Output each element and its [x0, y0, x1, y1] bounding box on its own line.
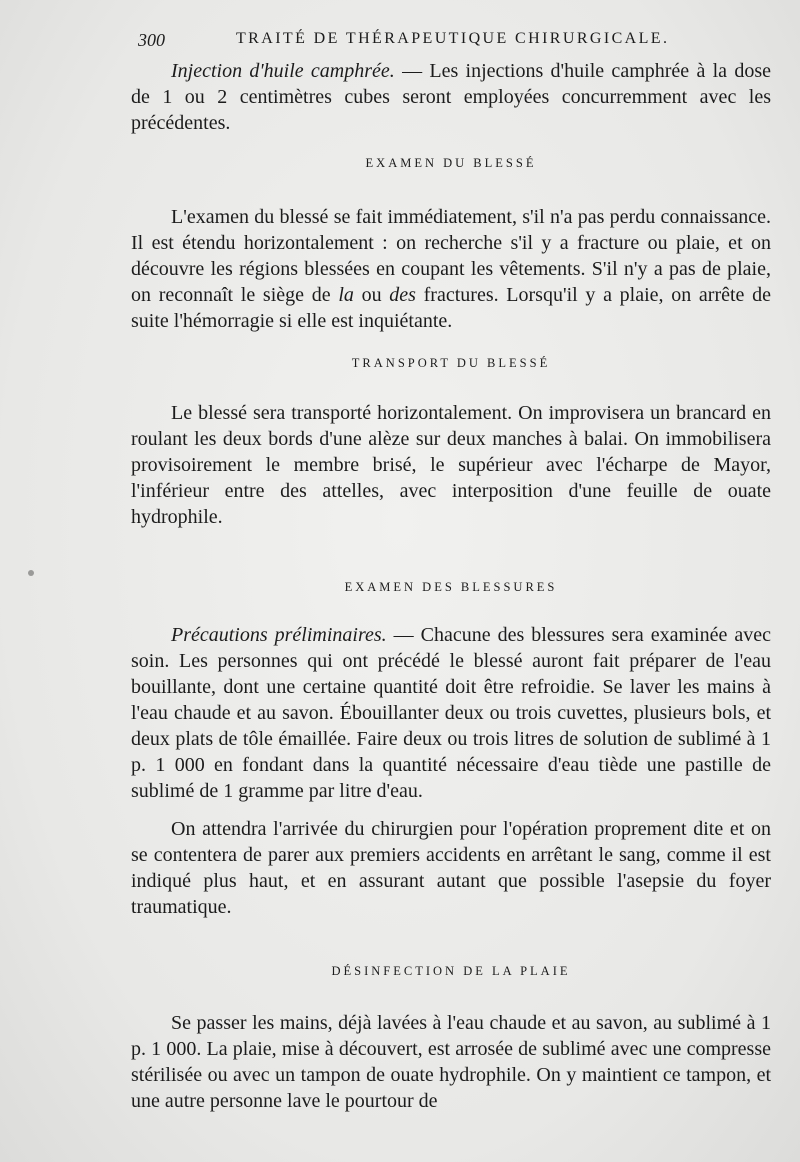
paragraph-lead: Précautions préliminaires. [171, 624, 387, 646]
running-title: TRAITÉ DE THÉRAPEUTIQUE CHIRURGICALE. [236, 30, 670, 47]
paragraph-text: fractures. Lorsqu'il y a plaie, on arrête de suite l'hémorragie si elle est inquiétante. [131, 284, 772, 332]
paragraph-text: — Les injections d'huile camphrée à la dose de 1 ou 2 centimètres cubes seront employées concurremment avec les précédentes. [131, 60, 771, 134]
paragraph-injection [131, 58, 771, 136]
italic-word: des [389, 284, 416, 306]
paragraph-chirurgien: On attendra l'arrivée du chirurgien pour l'opération proprement dite et on se contentera de parer aux premiers accidents en arrêtant le sang, comme il est indiqué plus haut, et en assurant autant que possible l'asepsie du foyer traumatique. [131, 818, 771, 918]
section-heading-examen-blessures: EXAMEN DES BLESSURES [344, 580, 558, 594]
section-heading-examen-blesse: EXAMEN DU BLESSÉ [365, 156, 537, 170]
paragraph-transport: Le blessé sera transporté horizontalement. On improvisera un brancard en roulant les deux bords d'une alèze sur deux manches à balai. On immobilisera provisoirement le membre brisé, le supérieur avec l'écharpe de Mayor, l'inférieur entre des attelles, avec interposition d'une feuille de ouate hydrophile. [131, 402, 771, 528]
paragraph-desinfection: Se passer les mains, déjà lavées à l'eau chaude et au savon, au sublimé à 1 p. 1 000. La plaie, mise à découvert, est arrosée de sublimé avec une compresse stérilisée ou avec un tampon de ouate hydrophile. On y maintient ce tampon, et une autre personne lave le pourtour de [131, 1012, 771, 1112]
paragraph-precautions [131, 622, 771, 804]
section-heading-desinfection: DÉSINFECTION DE LA PLAIE [331, 964, 571, 978]
paragraph-text: ou [353, 284, 390, 306]
paragraph-examen-blesse [131, 204, 771, 334]
paragraph-text: L'examen du blessé se fait immédiatement, s'il n'a pas perdu connaissance. Il est étendu horizontalement : on recherche s'il y a fracture ou plaie, et on découvre les régions blessées en coupant les vêtements. S'il n'y a pas de plaie, on reconnaît le siège de [131, 206, 771, 306]
page-body [131, 58, 771, 1114]
italic-word: la [338, 284, 354, 306]
paragraph-text: — Chacune des blessures sera examinée avec soin. Les personnes qui ont précédé le blessé auront fait préparer de l'eau bouillante, dont une certaine quantité doit être refroidie. Se laver les mains à l'eau chaude et au savon. Ébouillanter deux ou trois cuvettes, plusieurs bols, et deux plats de tôle émaillée. Faire deux ou trois litres de solution de sublimé à 1 p. 1 000 en fondant dans la quantité nécessaire d'eau tiède une pastille de sublimé de 1 gramme par litre d'eau. [131, 624, 771, 802]
running-header [138, 28, 686, 52]
page-number: 300 [138, 30, 165, 50]
section-heading-transport: TRANSPORT DU BLESSÉ [351, 356, 551, 370]
paragraph-lead: Injection d'huile camphrée. [171, 60, 395, 82]
page-speck [28, 570, 34, 576]
